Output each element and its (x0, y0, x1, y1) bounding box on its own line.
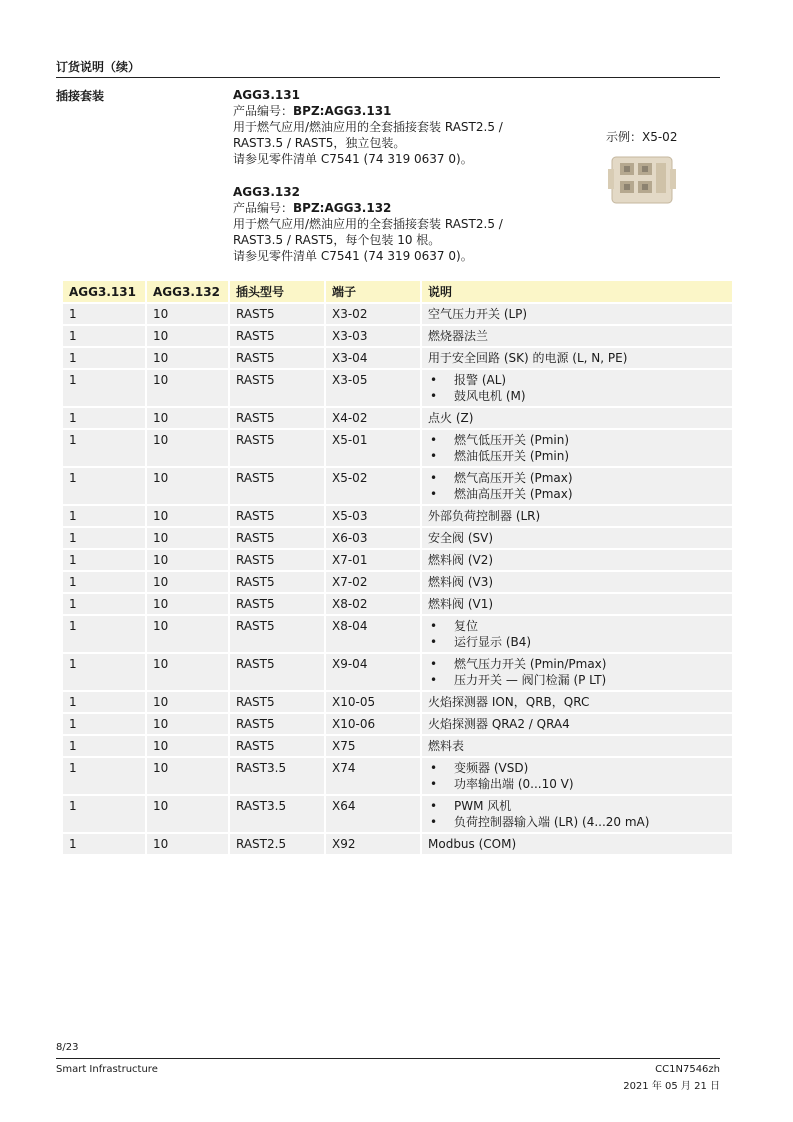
description-cell (420, 692, 732, 712)
description-cell (420, 326, 732, 346)
qty-agg3-132-cell: 10 (145, 758, 228, 794)
description-bullet: • 负荷控制器输入端 (LR) (4...20 mA) (428, 814, 726, 830)
description-cell (420, 714, 732, 734)
example-caption: 示例：X5-02 (606, 130, 678, 144)
plug-type-cell: RAST5 (228, 594, 324, 614)
description-text: 燃料阀 (V2) (428, 553, 494, 567)
terminal-cell: X8-02 (324, 594, 420, 614)
description-text: 用于安全回路 (SK) 的电源 (L, N, PE) (428, 351, 628, 365)
product-code-line (233, 200, 563, 216)
description-cell (420, 550, 732, 570)
plug-type-cell: RAST5 (228, 616, 324, 652)
document-id: CC1N7546zh (655, 1064, 720, 1075)
qty-agg3-131-cell: 1 (63, 616, 145, 652)
product-code: BPZ:AGG3.131 (293, 104, 392, 118)
qty-agg3-131-cell: 1 (63, 654, 145, 690)
plug-type-cell: RAST5 (228, 550, 324, 570)
qty-agg3-131-cell: 1 (63, 408, 145, 428)
terminal-cell: X3-02 (324, 304, 420, 324)
plug-type-cell: RAST3.5 (228, 796, 324, 832)
qty-agg3-132-cell: 10 (145, 430, 228, 466)
terminal-cell: X8-04 (324, 616, 420, 652)
qty-agg3-131-cell: 1 (63, 758, 145, 794)
product-block-agg3-132 (233, 184, 563, 264)
description-bullet-list (428, 760, 726, 792)
description-text: 燃料表 (428, 739, 465, 753)
footer-divider (56, 1058, 720, 1059)
description-bullet: • 燃气压力开关 (Pmin/Pmax) (428, 656, 726, 672)
table-row (63, 692, 732, 712)
qty-agg3-132-cell: 10 (145, 304, 228, 324)
qty-agg3-132-cell: 10 (145, 654, 228, 690)
description-cell (420, 468, 732, 504)
description-bullet: • 燃油低压开关 (Pmin) (428, 448, 726, 464)
product-model: AGG3.131 (233, 88, 300, 102)
description-text: 燃料阀 (V3) (428, 575, 494, 589)
qty-agg3-131-cell: 1 (63, 550, 145, 570)
product-reference: 请参见零件清单 C7541 (74 319 0637 0)。 (233, 152, 473, 166)
table-row (63, 370, 732, 406)
description-cell (420, 408, 732, 428)
product-reference: 请参见零件清单 C7541 (74 319 0637 0)。 (233, 249, 473, 263)
description-bullet-list (428, 372, 726, 404)
qty-agg3-131-cell: 1 (63, 528, 145, 548)
section-label: 插接套装 (56, 89, 105, 103)
description-bullet: • 燃气高压开关 (Pmax) (428, 470, 726, 486)
page-title: 订货说明（续） (56, 58, 720, 78)
qty-agg3-131-cell: 1 (63, 304, 145, 324)
table-row (63, 528, 732, 548)
plug-type-cell: RAST3.5 (228, 758, 324, 794)
plug-type-cell: RAST5 (228, 692, 324, 712)
qty-agg3-132-cell: 10 (145, 736, 228, 756)
product-description: 用于燃气应用/燃油应用的全套插接套装 RAST2.5 / (233, 217, 503, 231)
qty-agg3-132-cell: 10 (145, 572, 228, 592)
plug-type-cell: RAST5 (228, 506, 324, 526)
description-bullet-list (428, 656, 726, 688)
description-bullet-list (428, 470, 726, 502)
description-text: 安全阀 (SV) (428, 531, 494, 545)
terminal-cell: X5-02 (324, 468, 420, 504)
column-header-terminal: 端子 (324, 281, 420, 302)
terminal-cell: X3-05 (324, 370, 420, 406)
description-cell (420, 506, 732, 526)
terminal-cell: X3-04 (324, 348, 420, 368)
column-header-agg3-131: AGG3.131 (63, 281, 145, 302)
column-header-description: 说明 (420, 281, 732, 302)
terminal-cell: X64 (324, 796, 420, 832)
plug-type-cell: RAST5 (228, 430, 324, 466)
qty-agg3-132-cell: 10 (145, 834, 228, 854)
plug-type-cell: RAST2.5 (228, 834, 324, 854)
qty-agg3-132-cell: 10 (145, 692, 228, 712)
description-cell (420, 370, 732, 406)
description-bullet: • 复位 (428, 618, 726, 634)
description-bullet: • 燃气低压开关 (Pmin) (428, 432, 726, 448)
qty-agg3-131-cell: 1 (63, 430, 145, 466)
qty-agg3-131-cell: 1 (63, 348, 145, 368)
description-bullet: • 报警 (AL) (428, 372, 726, 388)
description-bullet: • 压力开关 — 阀门检漏 (P LT) (428, 672, 726, 688)
description-cell (420, 736, 732, 756)
description-text: Modbus (COM) (428, 837, 517, 851)
description-text: 燃烧器法兰 (428, 329, 489, 343)
qty-agg3-132-cell: 10 (145, 528, 228, 548)
qty-agg3-131-cell: 1 (63, 506, 145, 526)
qty-agg3-132-cell: 10 (145, 370, 228, 406)
description-cell (420, 654, 732, 690)
plug-type-cell: RAST5 (228, 304, 324, 324)
plug-type-cell: RAST5 (228, 736, 324, 756)
terminal-cell: X7-02 (324, 572, 420, 592)
qty-agg3-131-cell: 1 (63, 796, 145, 832)
table-row (63, 834, 732, 854)
plug-type-cell: RAST5 (228, 326, 324, 346)
product-code-line (233, 103, 563, 119)
description-text: 燃料阀 (V1) (428, 597, 494, 611)
qty-agg3-131-cell: 1 (63, 714, 145, 734)
company-name: Smart Infrastructure (56, 1064, 158, 1075)
table-row (63, 796, 732, 832)
description-text: 火焰探测器 ION，QRB，QRC (428, 695, 590, 709)
qty-agg3-132-cell: 10 (145, 408, 228, 428)
description-cell (420, 528, 732, 548)
description-cell (420, 796, 732, 832)
terminal-cell: X9-04 (324, 654, 420, 690)
terminal-cell: X10-06 (324, 714, 420, 734)
table-row (63, 714, 732, 734)
description-bullet: • 鼓风电机 (M) (428, 388, 726, 404)
plug-type-cell: RAST5 (228, 572, 324, 592)
description-cell (420, 430, 732, 466)
table-row (63, 408, 732, 428)
terminal-cell: X4-02 (324, 408, 420, 428)
qty-agg3-132-cell: 10 (145, 506, 228, 526)
qty-agg3-132-cell: 10 (145, 796, 228, 832)
qty-agg3-131-cell: 1 (63, 594, 145, 614)
qty-agg3-131-cell: 1 (63, 834, 145, 854)
description-cell (420, 594, 732, 614)
column-header-plug-type: 插头型号 (228, 281, 324, 302)
description-cell (420, 304, 732, 324)
qty-agg3-132-cell: 10 (145, 594, 228, 614)
table-row (63, 326, 732, 346)
plug-set-table (63, 279, 732, 856)
description-cell (420, 572, 732, 592)
qty-agg3-131-cell: 1 (63, 326, 145, 346)
terminal-cell: X5-03 (324, 506, 420, 526)
description-bullet-list (428, 798, 726, 830)
table-row (63, 506, 732, 526)
qty-agg3-132-cell: 10 (145, 616, 228, 652)
qty-agg3-132-cell: 10 (145, 714, 228, 734)
terminal-cell: X3-03 (324, 326, 420, 346)
description-bullet: • 燃油高压开关 (Pmax) (428, 486, 726, 502)
table-row (63, 468, 732, 504)
table-row (63, 430, 732, 466)
qty-agg3-131-cell: 1 (63, 572, 145, 592)
page-number: 8/23 (56, 1042, 79, 1053)
qty-agg3-132-cell: 10 (145, 550, 228, 570)
document-date: 2021 年 05 月 21 日 (623, 1081, 720, 1092)
table-body (63, 304, 732, 854)
table-row (63, 758, 732, 794)
description-text: 空气压力开关 (LP) (428, 307, 528, 321)
description-cell (420, 758, 732, 794)
description-bullet: • 运行显示 (B4) (428, 634, 726, 650)
description-text: 外部负荷控制器 (LR) (428, 509, 541, 523)
terminal-cell: X74 (324, 758, 420, 794)
table-row (63, 616, 732, 652)
plug-type-cell: RAST5 (228, 348, 324, 368)
table-row (63, 736, 732, 756)
terminal-cell: X10-05 (324, 692, 420, 712)
description-text: 火焰探测器 QRA2 / QRA4 (428, 717, 570, 731)
product-model: AGG3.132 (233, 185, 300, 199)
qty-agg3-132-cell: 10 (145, 326, 228, 346)
table-row (63, 304, 732, 324)
terminal-cell: X5-01 (324, 430, 420, 466)
description-bullet: • 变频器 (VSD) (428, 760, 726, 776)
product-code-prefix: 产品编号： (233, 201, 294, 215)
product-code: BPZ:AGG3.132 (293, 201, 392, 215)
qty-agg3-131-cell: 1 (63, 370, 145, 406)
qty-agg3-131-cell: 1 (63, 736, 145, 756)
plug-type-cell: RAST5 (228, 528, 324, 548)
plug-type-cell: RAST5 (228, 714, 324, 734)
plug-type-cell: RAST5 (228, 408, 324, 428)
table-row (63, 550, 732, 570)
table-row (63, 654, 732, 690)
product-description: RAST3.5 / RAST5，独立包装。 (233, 136, 406, 150)
description-cell (420, 834, 732, 854)
description-cell (420, 616, 732, 652)
table-row (63, 594, 732, 614)
table-row (63, 348, 732, 368)
terminal-cell: X92 (324, 834, 420, 854)
terminal-cell: X7-01 (324, 550, 420, 570)
plug-type-cell: RAST5 (228, 370, 324, 406)
description-text: 点火 (Z) (428, 411, 474, 425)
qty-agg3-132-cell: 10 (145, 348, 228, 368)
column-header-agg3-132: AGG3.132 (145, 281, 228, 302)
description-cell (420, 348, 732, 368)
plug-type-cell: RAST5 (228, 654, 324, 690)
product-block-agg3-131 (233, 87, 563, 167)
product-description: 用于燃气应用/燃油应用的全套插接套装 RAST2.5 / (233, 120, 503, 134)
table-header-row (63, 281, 732, 302)
table-row (63, 572, 732, 592)
terminal-cell: X6-03 (324, 528, 420, 548)
connector-image (606, 153, 678, 207)
plug-type-cell: RAST5 (228, 468, 324, 504)
terminal-cell: X75 (324, 736, 420, 756)
description-bullet: • 功率输出端 (0...10 V) (428, 776, 726, 792)
description-bullet-list (428, 618, 726, 650)
product-code-prefix: 产品编号： (233, 104, 294, 118)
description-bullet-list (428, 432, 726, 464)
product-description: RAST3.5 / RAST5，每个包装 10 根。 (233, 233, 441, 247)
qty-agg3-132-cell: 10 (145, 468, 228, 504)
qty-agg3-131-cell: 1 (63, 468, 145, 504)
qty-agg3-131-cell: 1 (63, 692, 145, 712)
description-bullet: • PWM 风机 (428, 798, 726, 814)
